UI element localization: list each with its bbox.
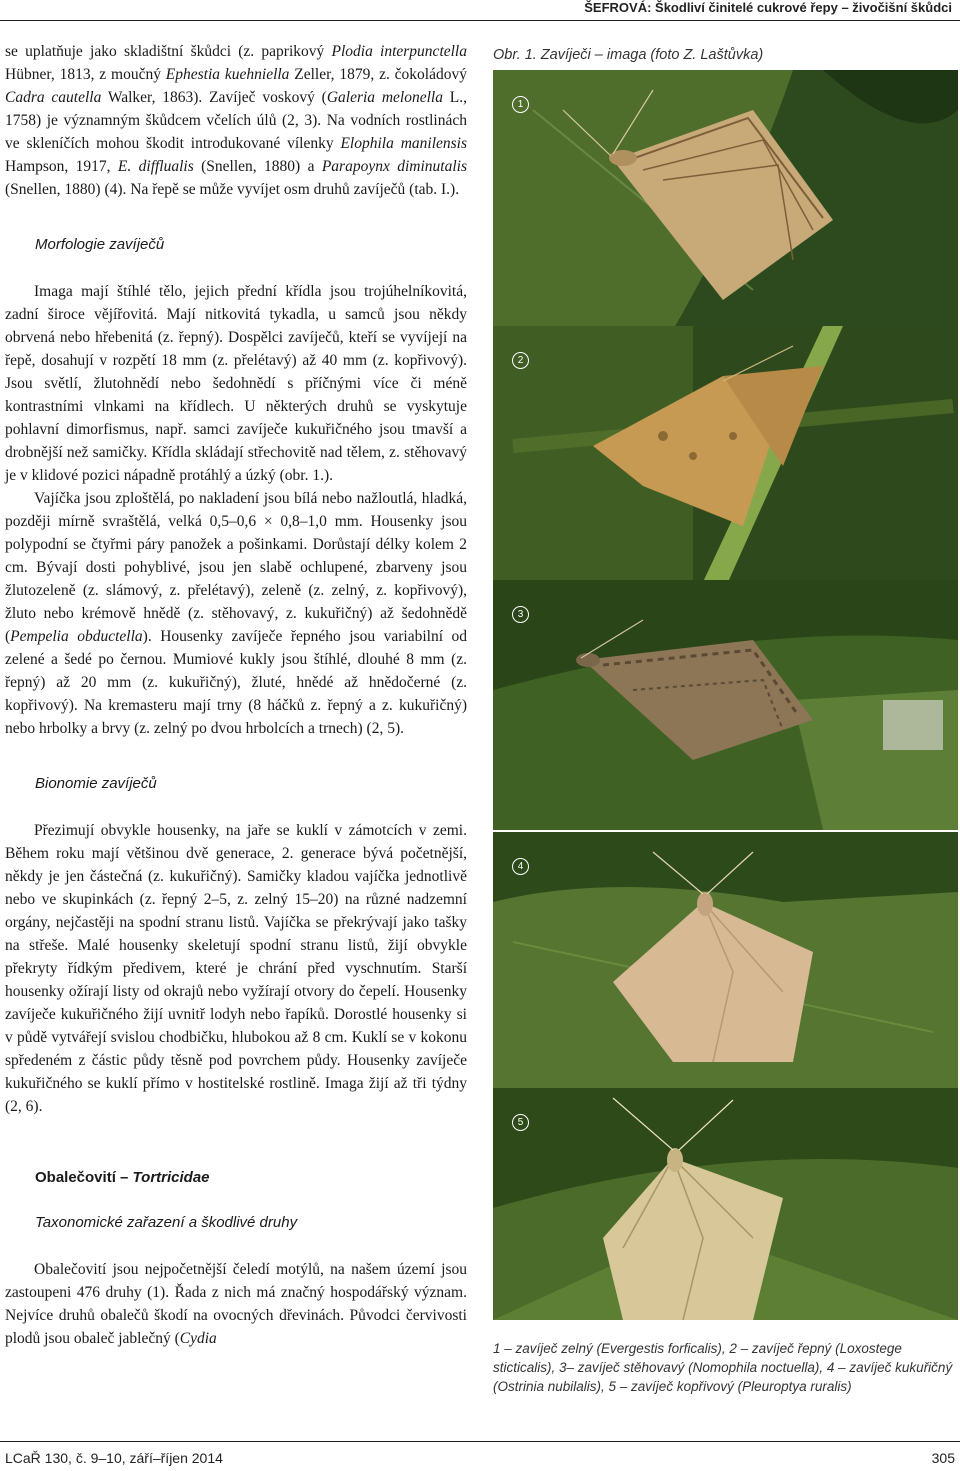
photo-2-image (493, 326, 958, 582)
photo-1 (493, 70, 958, 330)
italic-term: Cydia (179, 1330, 217, 1347)
italic-term: Elophila manilensis (340, 135, 467, 152)
morphology-paragraph-2: Vajíčka jsou zploštělá, po nakladení jsou bílá nebo nažloutlá, hladká, později mírně svraštělá, velká 0,5–0,6 × 0,8–1,0 mm. Housenky jsou polypodní se čtyřmi páry panožek a pošinkami. Dorůstají délky kolem 2 cm. Bývají dosti pohyblivé, jsou jen slabě ochlupené, zbarveny jsou žlutozeleně (z. slámový, z. přelétavý), zeleně (z. zelný, z. kopřivový), žluto nebo krémově hnědě (z. stěhovavý, z. kukuřičný) až šedohnědě (Pempelia obductella). Housenky zavíječe řepného jsou variabilní od zelené a šedé po černou. Mumiové kukly jsou štíhlé, dlouhé 8 mm (z. řepný) až 20 mm (z. kukuřičný), žluté, hnědé až hnědočerné (z. kopřivový). Na kremasteru mají trny (8 háčků z. řepný a z. kukuřičný) nebo hrbolky a brvy (z. zelný po dvou hrbolcích a trnech) (2, 5). (5, 490, 468, 737)
figure-title: Obr. 1. Zavíječi – imaga (foto Z. Laštůvka) (493, 47, 764, 63)
morphology-paragraph-1: Imaga mají štíhlé tělo, jejich přední křídla jsou trojúhelníkovitá, zadní široce vějířovitá. Mají nitkovitá tykadla, u samců jsou někdy obrvená nebo hřebenitá (z. řepný). Dospělci zavíječů, kteří se vyvíjejí na řepě, dosahují v rozpětí 18 mm (z. přelétavý) až 40 mm (z. kopřivový). Jsou světlí, žlutohnědí nebo šedohnědí s příčnými více či méně kontrastními vlnkami na křídlech. U některých druhů se vyskytuje pohlavní dimorfismus, např. samci zavíječe kukuřičného jsou tmavší a drobnější než samičky. Křídla skládají střechovitě nad tělem, z. stěhovavý je v klidové pozici nápadně protáhlý a úzký (obr. 1.). (5, 283, 467, 484)
italic-term: Galeria melonella (326, 89, 443, 106)
photo-4 (493, 832, 958, 1090)
heading-morphology: Morfologie zavíječů (35, 236, 165, 253)
tortricidae-paragraph-1: Obalečovití jsou nejpočetnější čeledí motýlů, na našem území jsou zastoupeni 476 druhy (1). Řada z nich má značný hospodářský význam. Nejvíce druhů obalečů škodí na ovocných dřevinách. Původci červivosti plodů jsou obaleč jablečný (Cydia (5, 1261, 467, 1347)
photo-4-image (493, 832, 958, 1090)
photo-3-number: 3 (512, 606, 529, 623)
running-head: ŠEFROVÁ: Škodliví činitelé cukrové řepy – živočišní škůdci (584, 0, 952, 15)
photo-3 (493, 580, 958, 830)
heading-tortricidae-italic: Tortricidae (132, 1169, 210, 1186)
heading-tortricidae-plain: Obalečovití – (35, 1169, 133, 1186)
photo-2 (493, 326, 958, 582)
intro-paragraph: se uplatňuje jako skladištní škůdci (z. paprikový Plodia interpunctella Hübner, 1813, z moučný Ephestia kuehniella Zeller, 1879, z. čokoládový Cadra cautella Walker, 1863). Zavíječ voskový (Galeria melonella L., 1758) je významným škůdcem včelích úlů (2, 3). Na vodních rostlinách ve skleníčích mohou škodit introdukované vílenky Elophila manilensis Hampson, 1917, E. difflualis (Snellen, 1880) a Parapoynx diminutalis (Snellen, 1880) (4). Na řepě se může vyvíjet osm druhů zavíječů (tab. I.). (5, 43, 467, 198)
photo-5-image (493, 1088, 958, 1320)
photo-3-image (493, 580, 958, 830)
figure-caption: 1 – zavíječ zelný (Evergestis forficalis), 2 – zavíječ řepný (Loxostege sticticalis), 3– zavíječ stěhovavý (Nomophila noctuella), 4 – zavíječ kukuřičný (Ostrinia nubilalis), 5 – zavíječ kopřivový (Pleuroptya ruralis) (493, 1341, 953, 1394)
italic-term: Plodia interpunctella (331, 43, 467, 60)
footer-journal: LCaŘ 130, č. 9–10, září–říjen 2014 (5, 1450, 223, 1466)
italic-term: Parapoynx diminutalis (321, 158, 467, 175)
heading-bionomy: Bionomie zavíječů (35, 775, 157, 792)
footer-rule (0, 1441, 960, 1442)
italic-term: Pempelia obductella (10, 628, 143, 645)
photo-5 (493, 1088, 958, 1320)
heading-tortricidae (5, 1166, 467, 1189)
italic-term: Cadra cautella (5, 89, 102, 106)
header-rule (0, 20, 960, 21)
italic-term: Ephestia kuehniella (165, 66, 290, 83)
photo-4-number: 4 (512, 858, 529, 875)
photo-5-number: 5 (512, 1114, 529, 1131)
footer-page-number: 305 (931, 1450, 955, 1466)
subheading-taxonomy: Taxonomické zařazení a škodlivé druhy (35, 1214, 298, 1231)
italic-term: E. difflualis (117, 158, 194, 175)
photo-1-number: 1 (512, 96, 529, 113)
photo-2-number: 2 (512, 352, 529, 369)
left-column (5, 40, 467, 1350)
bionomy-paragraph-1: Přezimují obvykle housenky, na jaře se kuklí v zámotcích v zemi. Během roku mají většinou dvě generace, 2. generace bývá početnější, někdy je jen částečná (z. kukuřičný). Samičky kladou vajíčka jednotlivě nebo ve skupinkách (z. řepný 2–5, z. zelný 15–20) na různé nadzemní orgány, nejčastěji na spodní stranu listů. Vajíčka se překrývají jako tašky na střeše. Malé housenky skeletují spodní stranu listů, žijí obvykle překryty řídkým předivem, které je chrání před vyschnutím. Starší housenky ožírají listy od okrajů nebo vyžírají otvory do čepelí. Housenky zavíječe kukuřičného žijí uvnitř lodyh nebo řapíků. Dorostlé housenky si v půdě vytvářejí svislou chodbičku, hlubokou až 8 cm. Kuklí se v kokonu spředeném z částic půdy těsně pod povrchem půdy. Housenky zavíječe kukuřičného se kuklí přímo v hostitelské rostlině. Imaga žijí až tři týdny (2, 6). (5, 822, 467, 1115)
photo-1-image (493, 70, 958, 330)
